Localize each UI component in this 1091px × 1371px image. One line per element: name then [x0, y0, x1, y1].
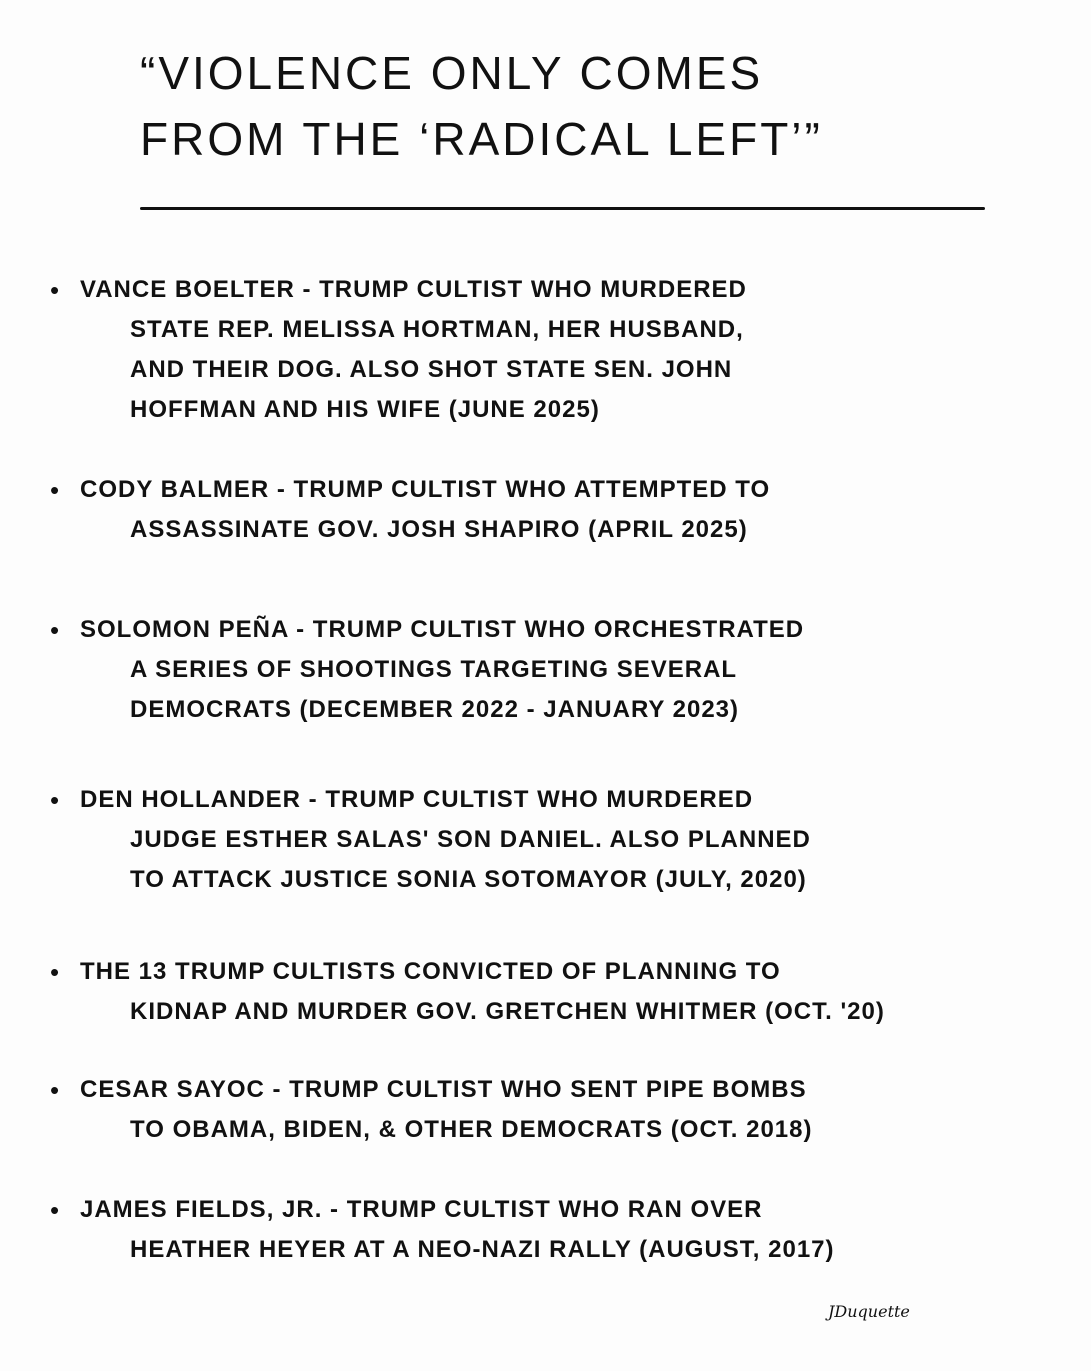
- item-line: SOLOMON PEÑA - TRUMP CULTIST WHO ORCHESTRATED: [80, 616, 805, 643]
- item-line: STATE REP. MELISSA HORTMAN, HER HUSBAND,: [130, 316, 744, 343]
- list-item: [50, 470, 1070, 550]
- item-line: TO OBAMA, BIDEN, & OTHER DEMOCRATS (OCT. 2018): [130, 1116, 813, 1143]
- item-line: ASSASSINATE GOV. JOSH SHAPIRO (APRIL 2025): [130, 516, 748, 543]
- item-line: HOFFMAN AND HIS WIFE (JUNE 2025): [130, 396, 600, 423]
- item-line: VANCE BOELTER - TRUMP CULTIST WHO MURDERED: [80, 276, 747, 303]
- item-line: A SERIES OF SHOOTINGS TARGETING SEVERAL: [130, 656, 738, 683]
- title-line: “VIOLENCE ONLY COMES: [140, 47, 764, 99]
- list-item: [50, 270, 1070, 430]
- list-item: [50, 1190, 1070, 1270]
- list-item: [50, 610, 1070, 730]
- item-line: CESAR SAYOC - TRUMP CULTIST WHO SENT PIPE BOMBS: [80, 1076, 807, 1103]
- bullet-icon: •: [50, 275, 60, 305]
- bullet-icon: •: [50, 957, 60, 987]
- bullet-icon: •: [50, 475, 60, 505]
- item-line: CODY BALMER - TRUMP CULTIST WHO ATTEMPTED TO: [80, 476, 771, 503]
- page-title: [110, 40, 990, 172]
- item-line: AND THEIR DOG. ALSO SHOT STATE SEN. JOHN: [130, 356, 733, 383]
- item-line: DEN HOLLANDER - TRUMP CULTIST WHO MURDERED: [80, 786, 754, 813]
- bullet-icon: •: [50, 1075, 60, 1105]
- item-line: JUDGE ESTHER SALAS' SON DANIEL. ALSO PLANNED: [130, 826, 811, 853]
- bullet-icon: •: [50, 615, 60, 645]
- item-line: HEATHER HEYER AT A NEO-NAZI RALLY (AUGUST, 2017): [130, 1236, 835, 1263]
- item-line: THE 13 TRUMP CULTISTS CONVICTED OF PLANNING TO: [80, 958, 781, 985]
- list-item: [50, 780, 1070, 900]
- bullet-icon: •: [50, 785, 60, 815]
- artist-signature: JDuquette: [828, 1302, 910, 1321]
- list-item: [50, 952, 1070, 1032]
- bullet-icon: •: [50, 1195, 60, 1225]
- list-item: [50, 1070, 1070, 1150]
- title-underline: [140, 207, 985, 210]
- item-line: JAMES FIELDS, JR. - TRUMP CULTIST WHO RAN OVER: [80, 1196, 763, 1223]
- item-line: TO ATTACK JUSTICE SONIA SOTOMAYOR (JULY, 2020): [130, 866, 807, 893]
- item-line: DEMOCRATS (DECEMBER 2022 - JANUARY 2023): [130, 696, 740, 723]
- title-line: FROM THE ‘RADICAL LEFT’”: [140, 113, 823, 165]
- item-line: KIDNAP AND MURDER GOV. GRETCHEN WHITMER (OCT. '20): [130, 998, 885, 1025]
